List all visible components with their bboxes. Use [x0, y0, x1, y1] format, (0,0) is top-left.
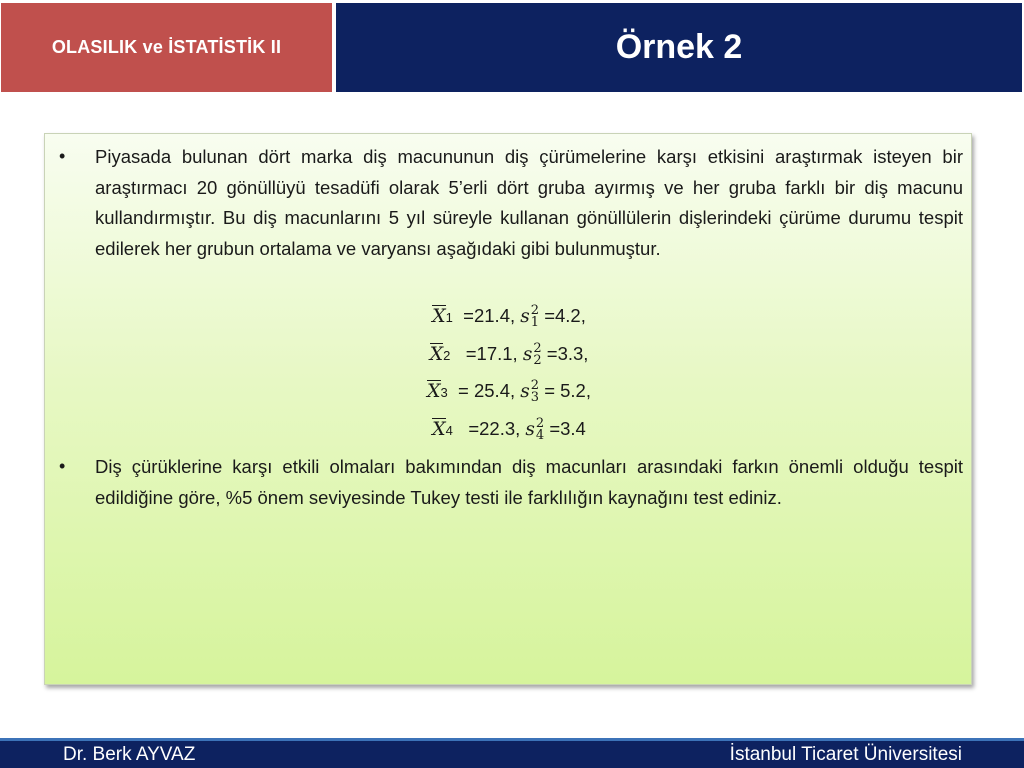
formula-line-3 [45, 373, 973, 409]
variance-symbol: s [520, 381, 530, 402]
course-title-banner [1, 3, 332, 92]
problem-paragraph: Piyasada bulunan dört marka diş macununun diş çürümelerine karşı etkisini araştırmak isteyen bir araştırmacı 20 gönüllüyü tesadüfi olarak 5’erli dört gruba ayırmış ve her gruba farklı bir diş macunu kullandırmıştır. Bu diş macunlarını 5 yıl süreyle kullanan gönüllülerin dişlerindeki çürüme durumu tespit edilerek her grubun ortalama ve varyansı aşağıdaki gibi bulunmuştur. [95, 146, 963, 259]
mean-symbol: X [432, 305, 446, 327]
variance-index: 3 [530, 390, 540, 406]
formula-line-4 [45, 411, 973, 447]
slide-title: Örnek 2 [615, 28, 743, 66]
mean-index: 1 [445, 310, 453, 325]
slide-title-banner [336, 3, 1022, 92]
mean-symbol: X [426, 380, 441, 402]
variance-value: = 5.2, [544, 380, 591, 401]
content-panel [44, 133, 972, 685]
mean-symbol: X [429, 343, 444, 365]
variance-power: 2 [530, 378, 540, 394]
formula-line-1 [45, 298, 973, 334]
formula-line-2 [45, 336, 973, 372]
bullet-2-icon: • [59, 456, 66, 476]
variance-value: =3.4 [549, 418, 586, 439]
mean-value: = 25.4, [458, 380, 516, 401]
mean-index: 4 [445, 423, 453, 438]
variance-index: 2 [533, 353, 542, 369]
bullet-1-icon: • [59, 146, 66, 166]
variance-index: 1 [530, 315, 540, 331]
variance-symbol: s [525, 419, 535, 440]
variance-index: 4 [535, 428, 545, 444]
course-title: OLASILIK ve İSTATİSTİK II [51, 37, 282, 57]
variance-symbol: s [520, 306, 530, 327]
mean-value: =17.1, [465, 343, 518, 364]
mean-index: 2 [443, 348, 451, 363]
variance-power: 2 [533, 341, 542, 357]
variance-power: 2 [530, 303, 540, 319]
variance-value: =3.3, [546, 343, 589, 364]
mean-symbol: X [432, 418, 446, 440]
question-paragraph: Diş çürüklerine karşı etkili olmaları bakımından diş macunları arasındaki farkın önemli olduğu tespit edildiğine göre, %5 önem seviyesinde Tukey testi ile farklılığın kaynağını test ediniz. [95, 456, 963, 508]
mean-index: 3 [440, 385, 448, 400]
footer-author: Dr. Berk AYVAZ [63, 744, 196, 765]
footer-institution: İstanbul Ticaret Üniversitesi [729, 744, 962, 765]
mean-value: =21.4, [463, 305, 516, 326]
footer-bar [0, 738, 1024, 768]
mean-value: =22.3, [468, 418, 521, 439]
variance-symbol: s [522, 344, 533, 365]
variance-value: =4.2, [544, 305, 586, 326]
variance-power: 2 [535, 416, 545, 432]
